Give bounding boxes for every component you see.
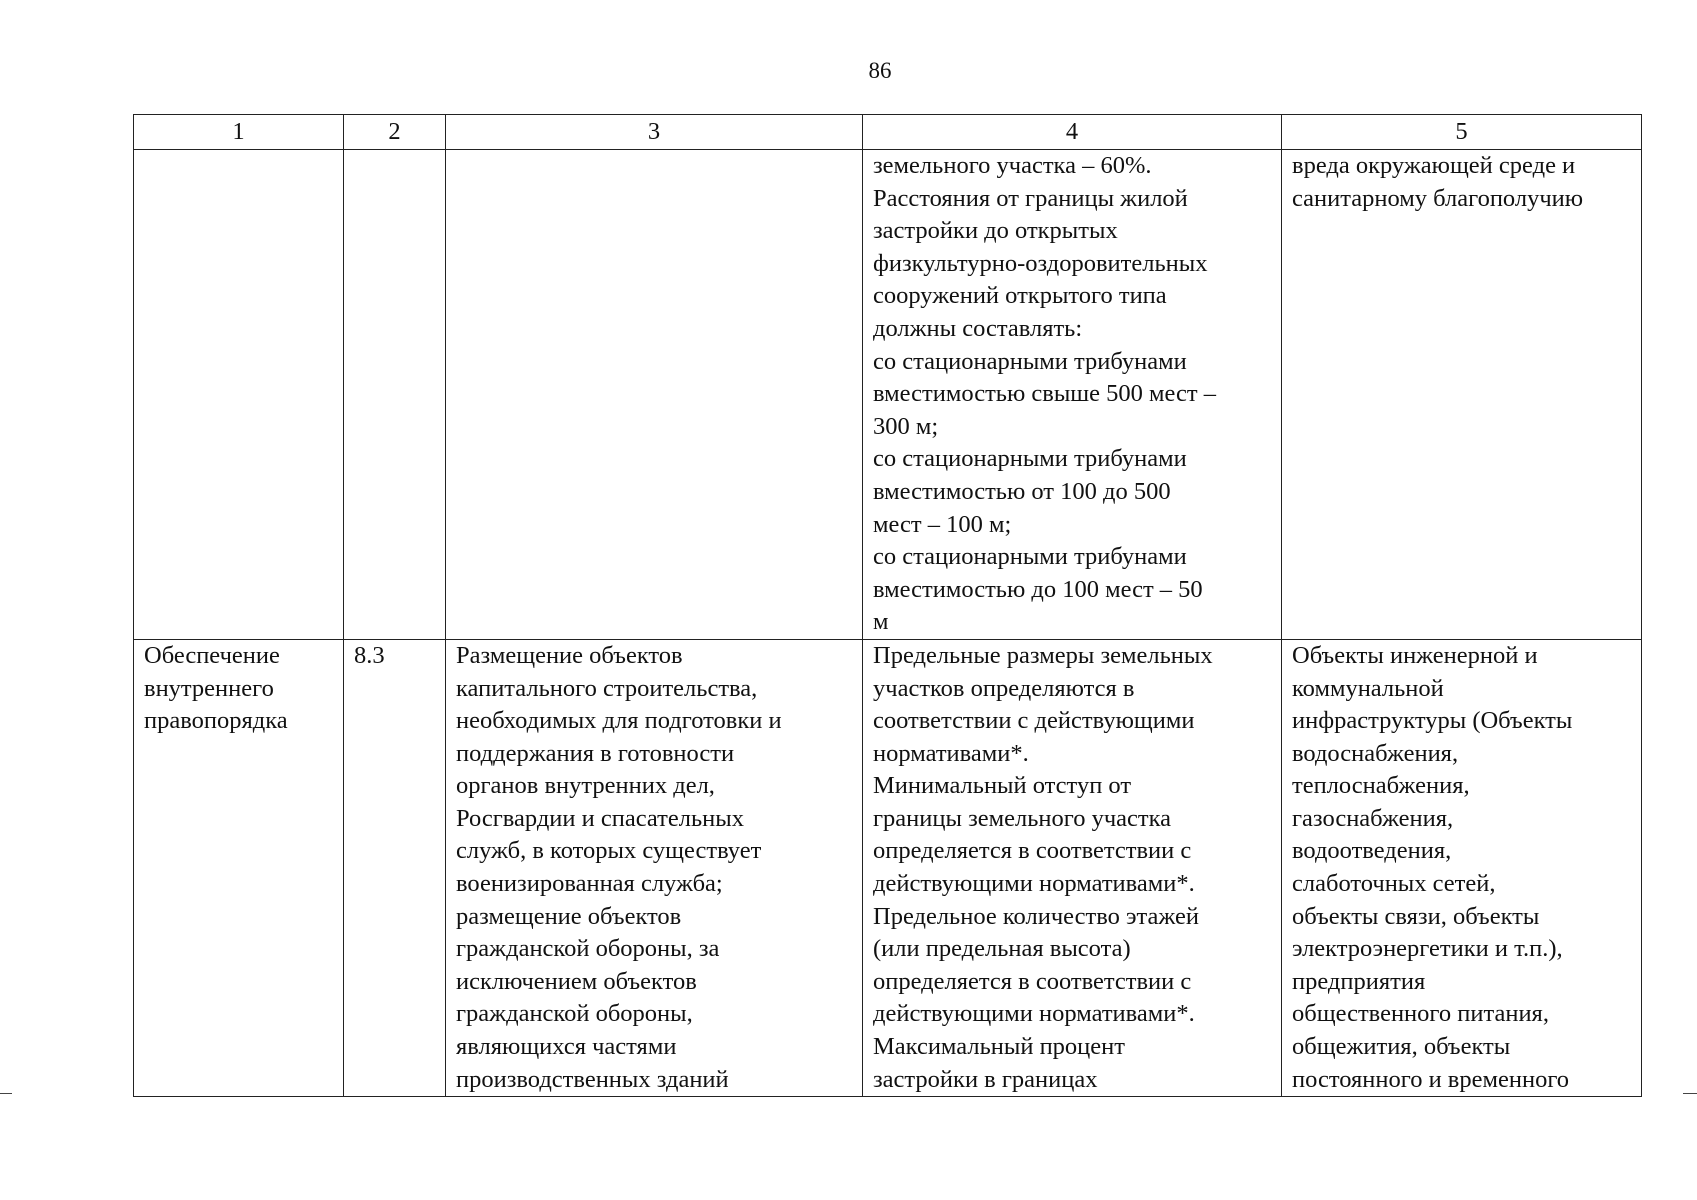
page-number: 86	[868, 58, 892, 83]
table-row	[134, 150, 1642, 640]
cell-conditions	[1282, 639, 1642, 1096]
table-header-row	[134, 115, 1642, 150]
column-number-4: 4	[863, 115, 1282, 150]
cell-code	[344, 639, 446, 1096]
column-number-1: 1	[134, 115, 344, 150]
cell-text: Объекты инженерной и коммунальной инфраструктуры (Объекты водоснабжения, теплоснабжения, газоснабжения, водоотведения, слаботочных сетей, объекты связи, объекты электроэнергетики и т.п.), предприятия общественного питания, общежития, объекты постоянного и временного	[1292, 641, 1573, 1093]
cell-conditions	[1282, 150, 1642, 640]
cell-description	[446, 639, 863, 1096]
cell-parameters	[863, 639, 1282, 1096]
column-number-3: 3	[446, 115, 863, 150]
cell-text: 8.3	[354, 641, 385, 669]
scan-margin-mark-left	[0, 1093, 12, 1094]
scan-margin-mark-right	[1683, 1093, 1697, 1094]
cell-description	[446, 150, 863, 640]
cell-text: вреда окружающей среде и санитарному благополучию	[1292, 152, 1584, 212]
cell-use-name	[134, 150, 344, 640]
table-row	[134, 639, 1642, 1096]
cell-text: земельного участка – 60%. Расстояния от границы жилой застройки до открытых физкультурно-оздоровительных сооружений открытого типа должны составлять: со стационарными трибунами вместимостью свыше 500 мест – 300 м; со стационарными трибунами вместимостью от 100 до 500 мест – 100 м; со стационарными трибунами вместимостью до 100 мест – 50 м	[873, 152, 1216, 636]
cell-text: Размещение объектов капитального строительства, необходимых для подготовки и поддержания в готовности органов внутренних дел, Росгвардии и спасательных служб, в которых существует военизированная служба; размещение объектов гражданской обороны, за исключением объектов гражданской обороны, являющихся частями производственных зданий	[456, 641, 782, 1093]
document-table	[133, 114, 1642, 1097]
cell-use-name	[134, 639, 344, 1096]
cell-text: Предельные размеры земельных участков определяются в соответствии с действующими нормативами*. Минимальный отступ от границы земельного участка определяется в соответствии с действующими нормативами*. Предельное количество этажей (или предельная высота) определяется в соответствии с действующими нормативами*. Максимальный процент застройки в границах	[873, 641, 1213, 1093]
cell-code	[344, 150, 446, 640]
cell-parameters	[863, 150, 1282, 640]
cell-text: Обеспечение внутреннего правопорядка	[144, 641, 288, 735]
column-number-2: 2	[344, 115, 446, 150]
column-number-5: 5	[1282, 115, 1642, 150]
